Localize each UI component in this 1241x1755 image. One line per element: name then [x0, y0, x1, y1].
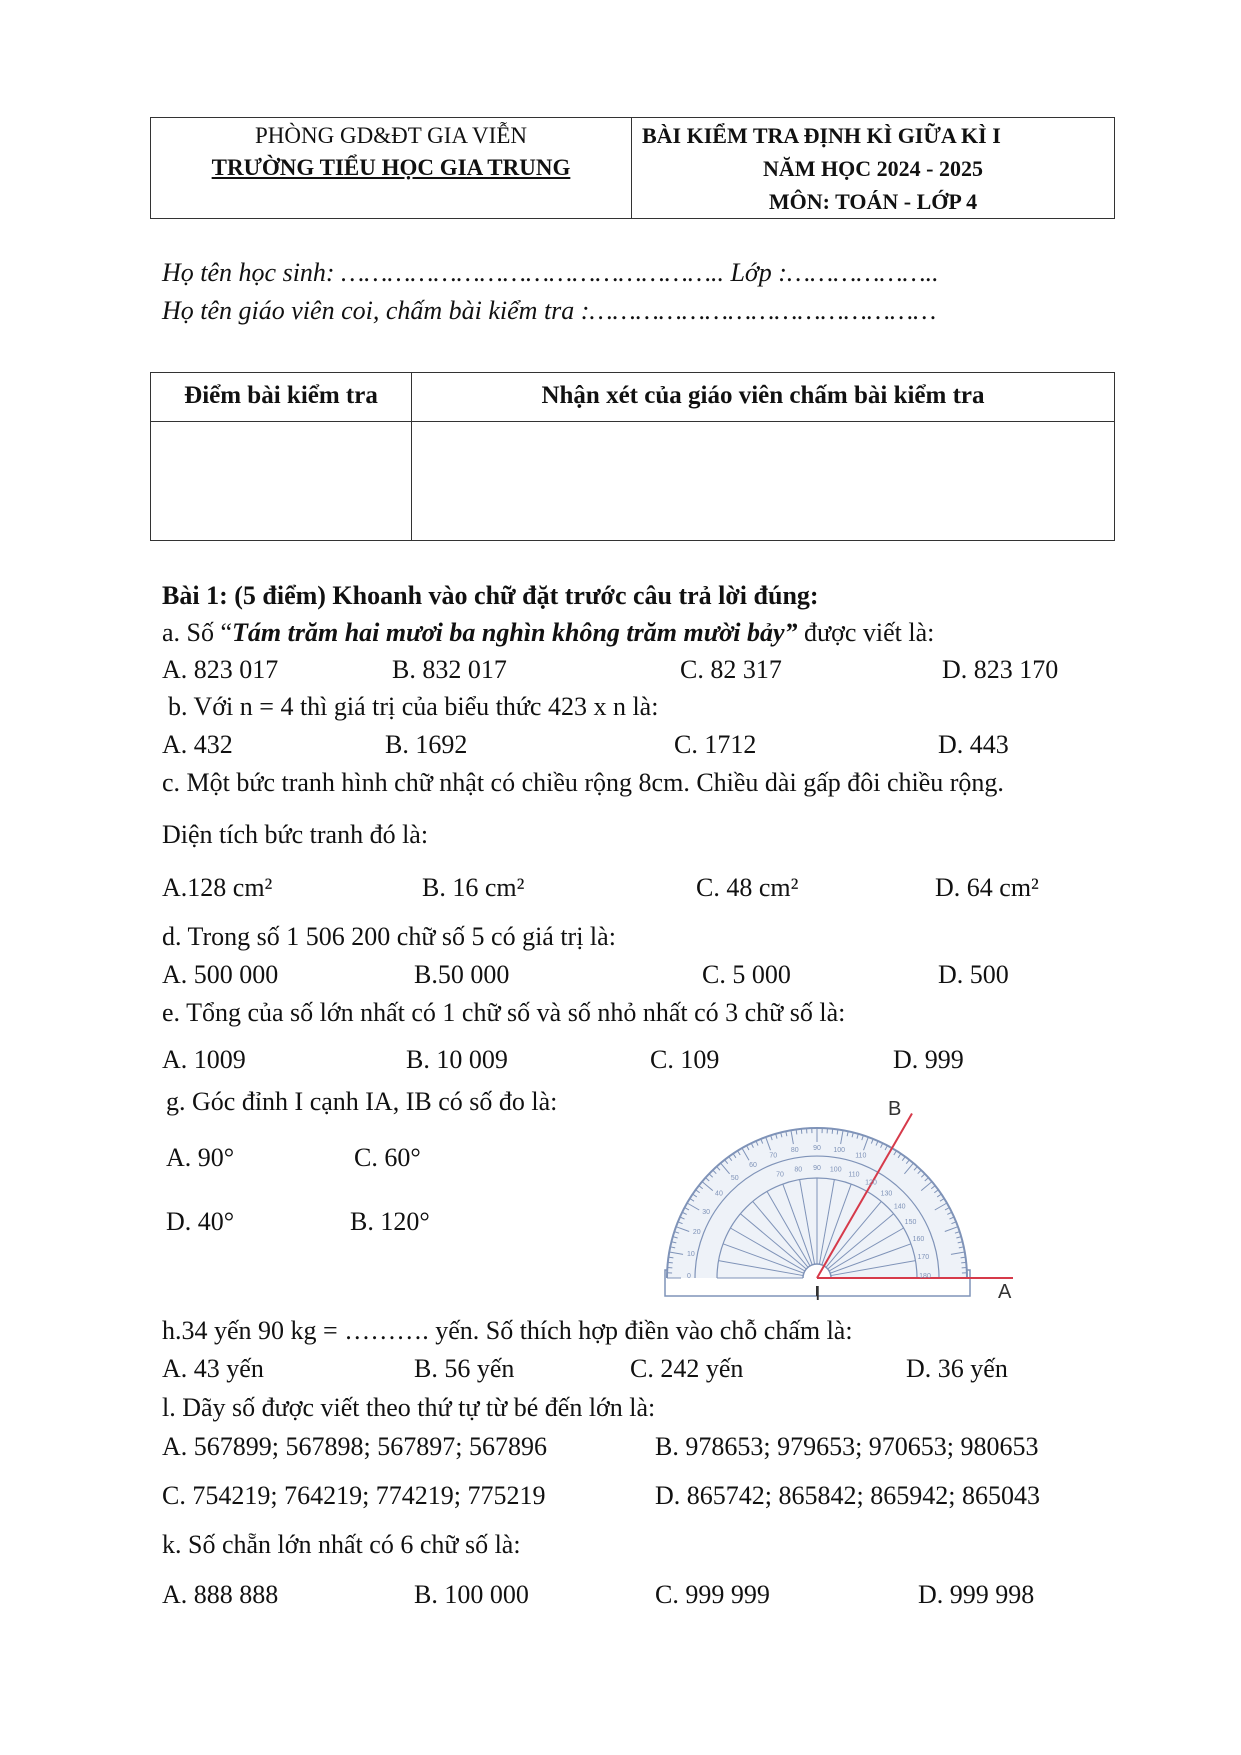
protractor-number: 140	[893, 1203, 906, 1211]
school-year: NĂM HỌC 2024 - 2025	[763, 156, 983, 181]
option-l-D[interactable]: D. 865742; 865842; 865942; 865043	[655, 1481, 1040, 1510]
protractor-number: 120	[865, 1179, 877, 1187]
protractor-number: 160	[912, 1236, 925, 1244]
protractor-number: 90	[813, 1145, 821, 1152]
question-c-line1: c. Một bức tranh hình chữ nhật có chiều rộng 8cm. Chiều dài gấp đôi chiều rộng.	[162, 768, 1004, 797]
protractor-number: 170	[917, 1254, 930, 1262]
option-c-A[interactable]: A.128 cm²	[162, 873, 273, 902]
protractor-number: 100	[829, 1166, 842, 1174]
question-e: e. Tổng của số lớn nhất có 1 chữ số và số nhỏ nhất có 3 chữ số là:	[162, 998, 846, 1027]
header-left	[151, 118, 632, 218]
question-k: k. Số chẵn lớn nhất có 6 chữ số là:	[162, 1530, 521, 1559]
option-g-A[interactable]: A. 90°	[166, 1143, 235, 1172]
question-l: l. Dãy số được viết theo thứ tự từ bé đến lớn là:	[162, 1393, 656, 1422]
option-h-D[interactable]: D. 36 yến	[906, 1354, 1008, 1383]
question-h: h.34 yến 90 kg = ………. yến. Số thích hợp điền vào chỗ chấm là:	[162, 1316, 853, 1345]
header-table	[150, 117, 1115, 219]
option-d-C[interactable]: C. 5 000	[702, 960, 791, 989]
department-name: PHÒNG GD&ĐT GIA VIỄN	[255, 123, 527, 148]
student-name-line[interactable]: Họ tên học sinh: ………………………………………….. Lớp :………………..	[162, 258, 939, 287]
option-l-C[interactable]: C. 754219; 764219; 774219; 775219	[162, 1481, 546, 1510]
option-d-B[interactable]: B.50 000	[414, 960, 510, 989]
protractor-figure	[655, 1088, 1025, 1308]
protractor-icon	[665, 1113, 1013, 1296]
protractor-number: 20	[692, 1229, 701, 1237]
question-b: b. Với n = 4 thì giá trị của biểu thức 423 x n là:	[168, 692, 659, 721]
protractor-tick	[961, 1257, 966, 1258]
teacher-name-line[interactable]: Họ tên giáo viên coi, chấm bài kiểm tra :………………………………………	[162, 296, 937, 325]
question-g: g. Góc đỉnh I cạnh IA, IB có số đo là:	[166, 1087, 558, 1116]
option-h-A[interactable]: A. 43 yến	[162, 1354, 264, 1383]
exercise-1-title: Bài 1: (5 điểm) Khoanh vào chữ đặt trước câu trả lời đúng:	[162, 581, 819, 610]
option-b-A[interactable]: A. 432	[162, 730, 233, 759]
protractor-number: 70	[776, 1171, 784, 1179]
protractor-number: 80	[794, 1166, 803, 1174]
protractor-tick	[796, 1129, 797, 1134]
question-a	[162, 618, 934, 648]
option-l-B[interactable]: B. 978653; 979653; 970653; 980653	[655, 1432, 1039, 1461]
option-l-A[interactable]: A. 567899; 567898; 567897; 567896	[162, 1432, 547, 1461]
protractor-tick	[668, 1257, 673, 1258]
option-c-C[interactable]: C. 48 cm²	[696, 873, 799, 902]
protractor-number: 30	[702, 1209, 711, 1216]
option-e-D[interactable]: D. 999	[893, 1045, 964, 1074]
label-B: B	[888, 1098, 902, 1120]
protractor-tick	[837, 1129, 838, 1134]
protractor-number: 70	[769, 1152, 778, 1160]
option-b-D[interactable]: D. 443	[938, 730, 1009, 759]
protractor-number: 90	[813, 1165, 821, 1172]
option-d-D[interactable]: D. 500	[938, 960, 1009, 989]
option-e-B[interactable]: B. 10 009	[406, 1045, 508, 1074]
header-right	[632, 118, 1114, 218]
option-b-C[interactable]: C. 1712	[674, 730, 757, 759]
question-d: d. Trong số 1 506 200 chữ số 5 có giá trị là:	[162, 922, 616, 951]
option-h-B[interactable]: B. 56 yến	[414, 1354, 515, 1383]
protractor-number: 40	[715, 1190, 723, 1198]
protractor-tick	[801, 1129, 802, 1134]
option-h-C[interactable]: C. 242 yến	[630, 1354, 744, 1383]
option-a-A[interactable]: A. 823 017	[162, 655, 279, 684]
option-b-B[interactable]: B. 1692	[385, 730, 468, 759]
option-k-D[interactable]: D. 999 998	[918, 1580, 1035, 1609]
protractor-number: 180	[919, 1273, 931, 1280]
exam-title: BÀI KIỂM TRA ĐỊNH KÌ GIỮA KÌ I	[642, 123, 1001, 148]
option-g-C[interactable]: C. 60°	[354, 1143, 421, 1172]
comment-cell[interactable]	[412, 422, 1114, 540]
question-a-emphasis: Tám trăm hai mươi ba nghìn không trăm mười bảy”	[232, 618, 798, 647]
protractor-tick	[961, 1262, 966, 1263]
protractor-number: 150	[904, 1219, 917, 1226]
option-k-A[interactable]: A. 888 888	[162, 1580, 279, 1609]
score-table	[150, 372, 1115, 541]
option-e-C[interactable]: C. 109	[650, 1045, 720, 1074]
protractor-number: 110	[855, 1152, 867, 1160]
score-header: Điểm bài kiểm tra	[151, 373, 412, 421]
protractor-number: 100	[833, 1146, 846, 1154]
protractor-tick	[832, 1129, 833, 1134]
label-I: I	[815, 1283, 821, 1305]
label-A: A	[998, 1281, 1012, 1303]
score-cell[interactable]	[151, 422, 412, 540]
option-e-A[interactable]: A. 1009	[162, 1045, 246, 1074]
option-d-A[interactable]: A. 500 000	[162, 960, 279, 989]
protractor-tick	[668, 1262, 673, 1263]
option-k-C[interactable]: C. 999 999	[655, 1580, 770, 1609]
protractor-number: 50	[730, 1174, 739, 1182]
option-a-C[interactable]: C. 82 317	[680, 655, 782, 684]
option-a-D[interactable]: D. 823 170	[942, 655, 1059, 684]
option-g-B[interactable]: B. 120°	[350, 1207, 430, 1236]
question-a-post: được viết là:	[797, 618, 935, 647]
subject: MÔN: TOÁN - LỚP 4	[768, 189, 978, 214]
option-c-D[interactable]: D. 64 cm²	[935, 873, 1039, 902]
question-a-pre: a. Số “	[162, 618, 233, 647]
option-g-D[interactable]: D. 40°	[166, 1207, 235, 1236]
question-c-line2: Diện tích bức tranh đó là:	[162, 820, 429, 849]
protractor-number: 60	[749, 1162, 757, 1170]
protractor-number: 0	[687, 1273, 691, 1280]
protractor-number: 80	[790, 1146, 799, 1154]
protractor-number: 110	[848, 1171, 860, 1179]
comment-header: Nhận xét của giáo viên chấm bài kiểm tra	[541, 382, 985, 409]
option-k-B[interactable]: B. 100 000	[414, 1580, 529, 1609]
option-c-B[interactable]: B. 16 cm²	[422, 873, 525, 902]
school-name: TRƯỜNG TIỂU HỌC GIA TRUNG	[211, 155, 571, 180]
protractor-number: 130	[880, 1190, 893, 1198]
protractor-number: 10	[687, 1250, 695, 1258]
option-a-B[interactable]: B. 832 017	[392, 655, 507, 684]
